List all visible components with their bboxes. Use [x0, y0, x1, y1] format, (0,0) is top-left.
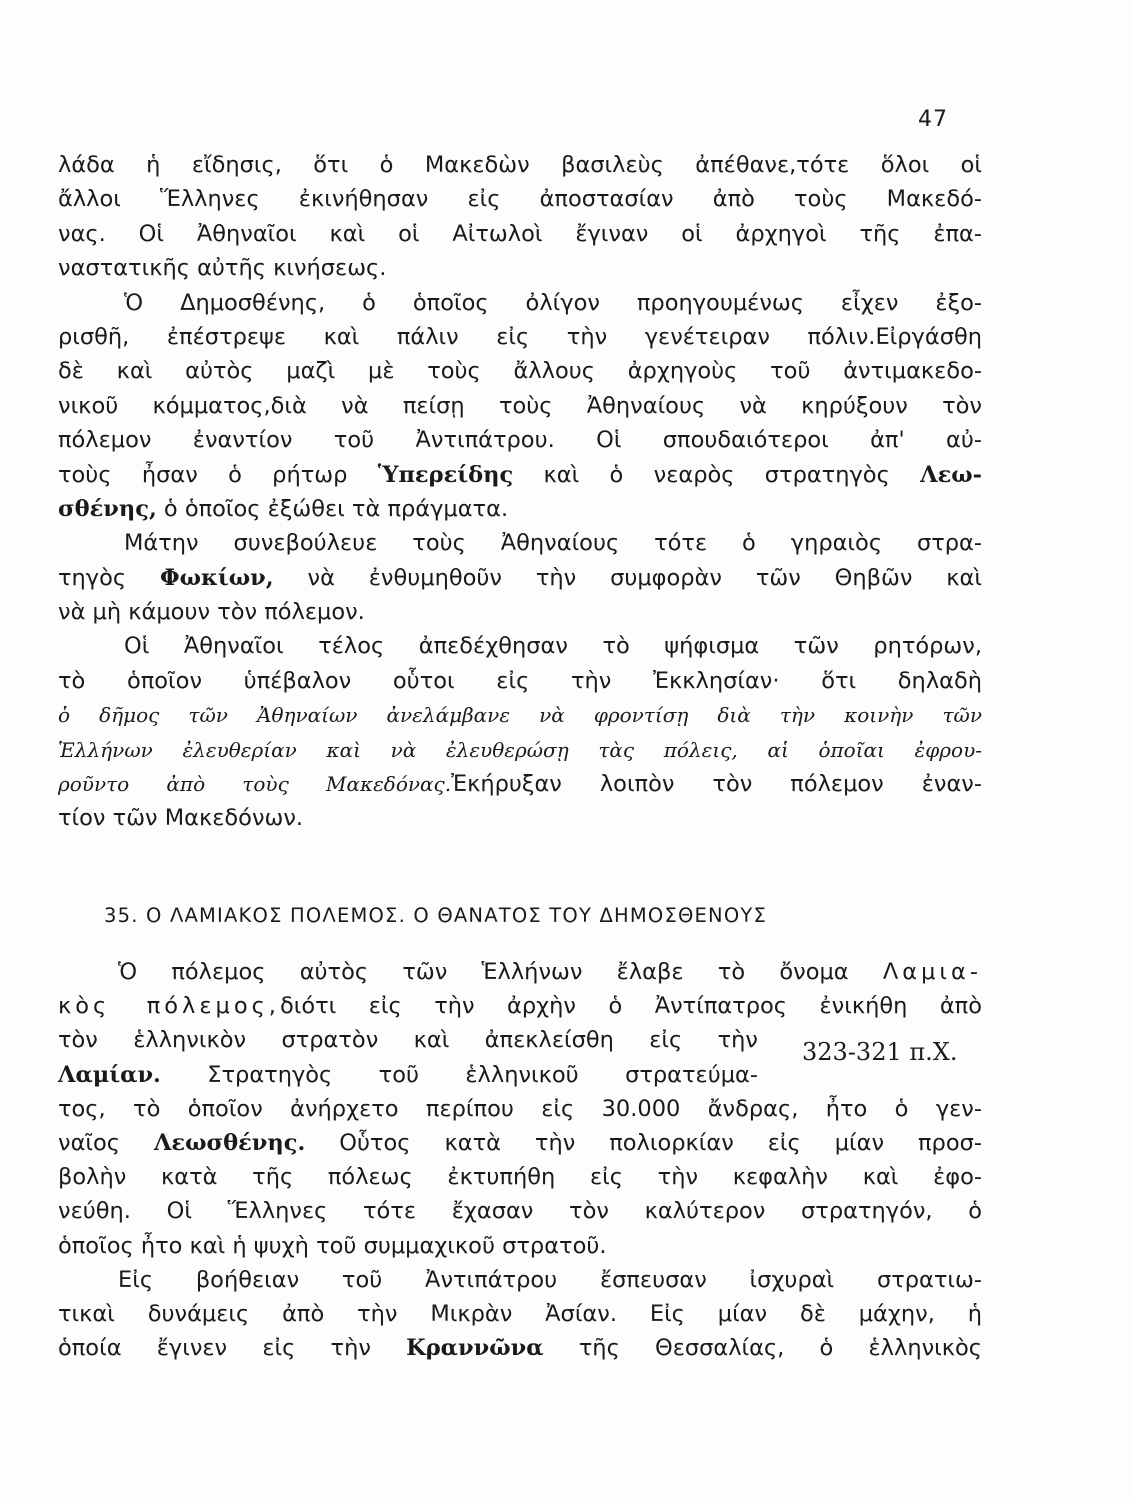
text-line: ρισθῆ, ἐπέστρεψε καὶ πάλιν εἰς τὴν γενέτειραν πόλιν.Εἰργάσθη	[58, 323, 982, 350]
name-leosthenes-2: Λεωσθένης.	[153, 1129, 306, 1156]
text-line: Οἱ Ἀθηναῖοι τέλος ἀπεδέχθησαν τὸ ψήφισμα τῶν ρητόρων,	[124, 633, 982, 660]
page-number: 47	[918, 107, 948, 132]
text-line: Εἰς βοήθειαν τοῦ Ἀντιπάτρου ἔσπευσαν ἰσχυραὶ στρατιω-	[118, 1266, 982, 1293]
text-line: Ὁ Δημοσθένης, ὁ ὁποῖος ὀλίγον προηγουμένως εἶχεν ἐξο-	[124, 289, 982, 316]
text-run: Ὁ πόλεμος αὐτὸς τῶν Ἑλλήνων ἔλαβε τὸ ὄνομα	[118, 959, 883, 985]
text-line	[58, 1126, 982, 1160]
text-line: τος, τὸ ὁποῖον ἀνήρχετο περίπου εἰς 30.000 ἄνδρας, ἦτο ὁ γεν-	[58, 1095, 982, 1122]
text-line: τικαὶ δυνάμεις ἀπὸ τὴν Μικρὰν Ἀσίαν. Εἰς μίαν δὲ μάχην, ἡ	[58, 1300, 982, 1327]
name-hypereides: Ὑπερείδης	[377, 461, 514, 488]
text-line: τὸν ἑλληνικὸν στρατὸν καὶ ἀπεκλείσθη εἰς τὴν	[58, 1027, 758, 1054]
text-line: νεύθη. Οἱ Ἕλληνες τότε ἔχασαν τὸν καλύτερον στρατηγόν, ὁ	[58, 1198, 982, 1225]
text-line	[58, 458, 982, 492]
text-run: Οὗτος κατὰ τὴν πολιορκίαν εἰς μίαν προσ-	[305, 1129, 982, 1156]
text-line	[58, 989, 982, 1023]
text-line	[58, 492, 982, 526]
text-line: τίον τῶν Μακεδόνων.	[58, 805, 304, 832]
text-line-italic: ὁ δῆμος τῶν Ἀθηναίων ἀνελάμβανε νὰ φροντίσῃ διὰ τὴν κοινὴν τῶν	[58, 703, 982, 728]
text-run-spaced: κὸς πόλεμος,	[58, 993, 280, 1020]
text-line: τὸ ὁποῖον ὑπέβαλον οὗτοι εἰς τὴν Ἐκκλησίαν· ὅτι δηλαδὴ	[58, 667, 982, 694]
section-text	[58, 955, 982, 1365]
text-line: πόλεμον ἐναντίον τοῦ Ἀντιπάτρου. Οἱ σπουδαιότεροι ἀπ' αὐ-	[58, 427, 982, 454]
text-line: νὰ μὴ κάμουν τὸν πόλεμον.	[58, 599, 365, 626]
text-line: ἄλλοι Ἕλληνες ἐκινήθησαν εἰς ἀποστασίαν ἀπὸ τοὺς Μακεδό-	[58, 186, 982, 213]
text-run: ὁ ὁποῖος ἐξώθει τὰ πράγματα.	[156, 495, 509, 522]
name-leosthenes-cont: σθένης,	[58, 495, 157, 522]
text-run: τηγὸς	[58, 564, 160, 591]
text-run: ναῖος	[58, 1129, 154, 1156]
text-run: νὰ ἐνθυμηθοῦν τὴν συμφορὰν τῶν Θηβῶν καὶ	[273, 564, 982, 591]
text-line: νικοῦ κόμματος,διὰ νὰ πείσῃ τοὺς Ἀθηναίους νὰ κηρύξουν τὸν	[58, 392, 982, 419]
name-leosthenes: Λεω-	[920, 461, 983, 488]
text-line: βολὴν κατὰ τῆς πόλεως ἐκτυπήθη εἰς τὴν κεφαλὴν καὶ ἐφο-	[58, 1164, 982, 1191]
text-run: καὶ ὁ νεαρὸς στρατηγὸς	[513, 461, 921, 488]
text-line: νας. Οἱ Ἀθηναῖοι καὶ οἱ Αἰτωλοὶ ἔγιναν οἱ ἀρχηγοὶ τῆς ἐπα-	[58, 220, 982, 247]
text-line: δὲ καὶ αὐτὸς μαζὶ μὲ τοὺς ἄλλους ἀρχηγοὺς τοῦ ἀντιμακεδο-	[58, 358, 982, 385]
text-run-spaced: Λαμια-	[882, 959, 982, 985]
text-line	[58, 1331, 982, 1365]
text-line	[58, 561, 982, 595]
text-line-italic: Ἑλλήνων ἐλευθερίαν καὶ νὰ ἐλευθερώσῃ τὰς πόλεις, αἱ ὁποῖαι ἐφρου-	[58, 737, 982, 762]
text-run: τῆς Θεσσαλίας, ὁ ἑλληνικὸς	[543, 1335, 982, 1362]
name-krannon: Κραννῶνα	[406, 1335, 544, 1362]
name-lamia: Λαμίαν.	[58, 1061, 161, 1088]
text-line: Μάτην συνεβούλευε τοὺς Ἀθηναίους τότε ὁ γηραιὸς στρα-	[124, 530, 982, 557]
text-run: Στρατηγὸς τοῦ ἑλληνικοῦ στρατεύμα-	[160, 1061, 758, 1088]
text-line	[58, 955, 982, 989]
section-heading: 35. Ο ΛΑΜΙΑΚΟΣ ΠΟΛΕΜΟΣ. Ο ΘΑΝΑΤΟΣ ΤΟΥ ΔΗΜΟΣΘΕΝΟΥΣ	[104, 904, 768, 927]
margin-date-note: 323-321 π.Χ.	[802, 1038, 958, 1066]
name-phokion: Φωκίων,	[159, 564, 274, 591]
main-text	[58, 148, 982, 836]
text-line: ναστατικῆς αὐτῆς κινήσεως.	[58, 255, 387, 282]
text-line	[58, 767, 982, 801]
text-run-italic: ροῦντο ἀπὸ τοὺς Μακεδόνας.	[58, 772, 452, 797]
text-line: ὁποῖος ἦτο καὶ ἡ ψυχὴ τοῦ συμμαχικοῦ στρατοῦ.	[58, 1232, 607, 1259]
text-run: Ἐκήρυξαν λοιπὸν τὸν πόλεμον ἐναν-	[451, 771, 982, 798]
text-run: ὁποία ἔγινεν εἰς τὴν	[58, 1335, 407, 1362]
text-run: διότι εἰς τὴν ἀρχὴν ὁ Ἀντίπατρος ἐνικήθη ἀπὸ	[279, 993, 982, 1020]
text-line: λάδα ἡ εἴδησις, ὅτι ὁ Μακεδὼν βασιλεὺς ἀπέθανε,τότε ὅλοι οἱ	[58, 152, 982, 178]
text-run: τοὺς ἦσαν ὁ ρήτωρ	[58, 461, 378, 488]
text-line	[58, 1058, 758, 1092]
